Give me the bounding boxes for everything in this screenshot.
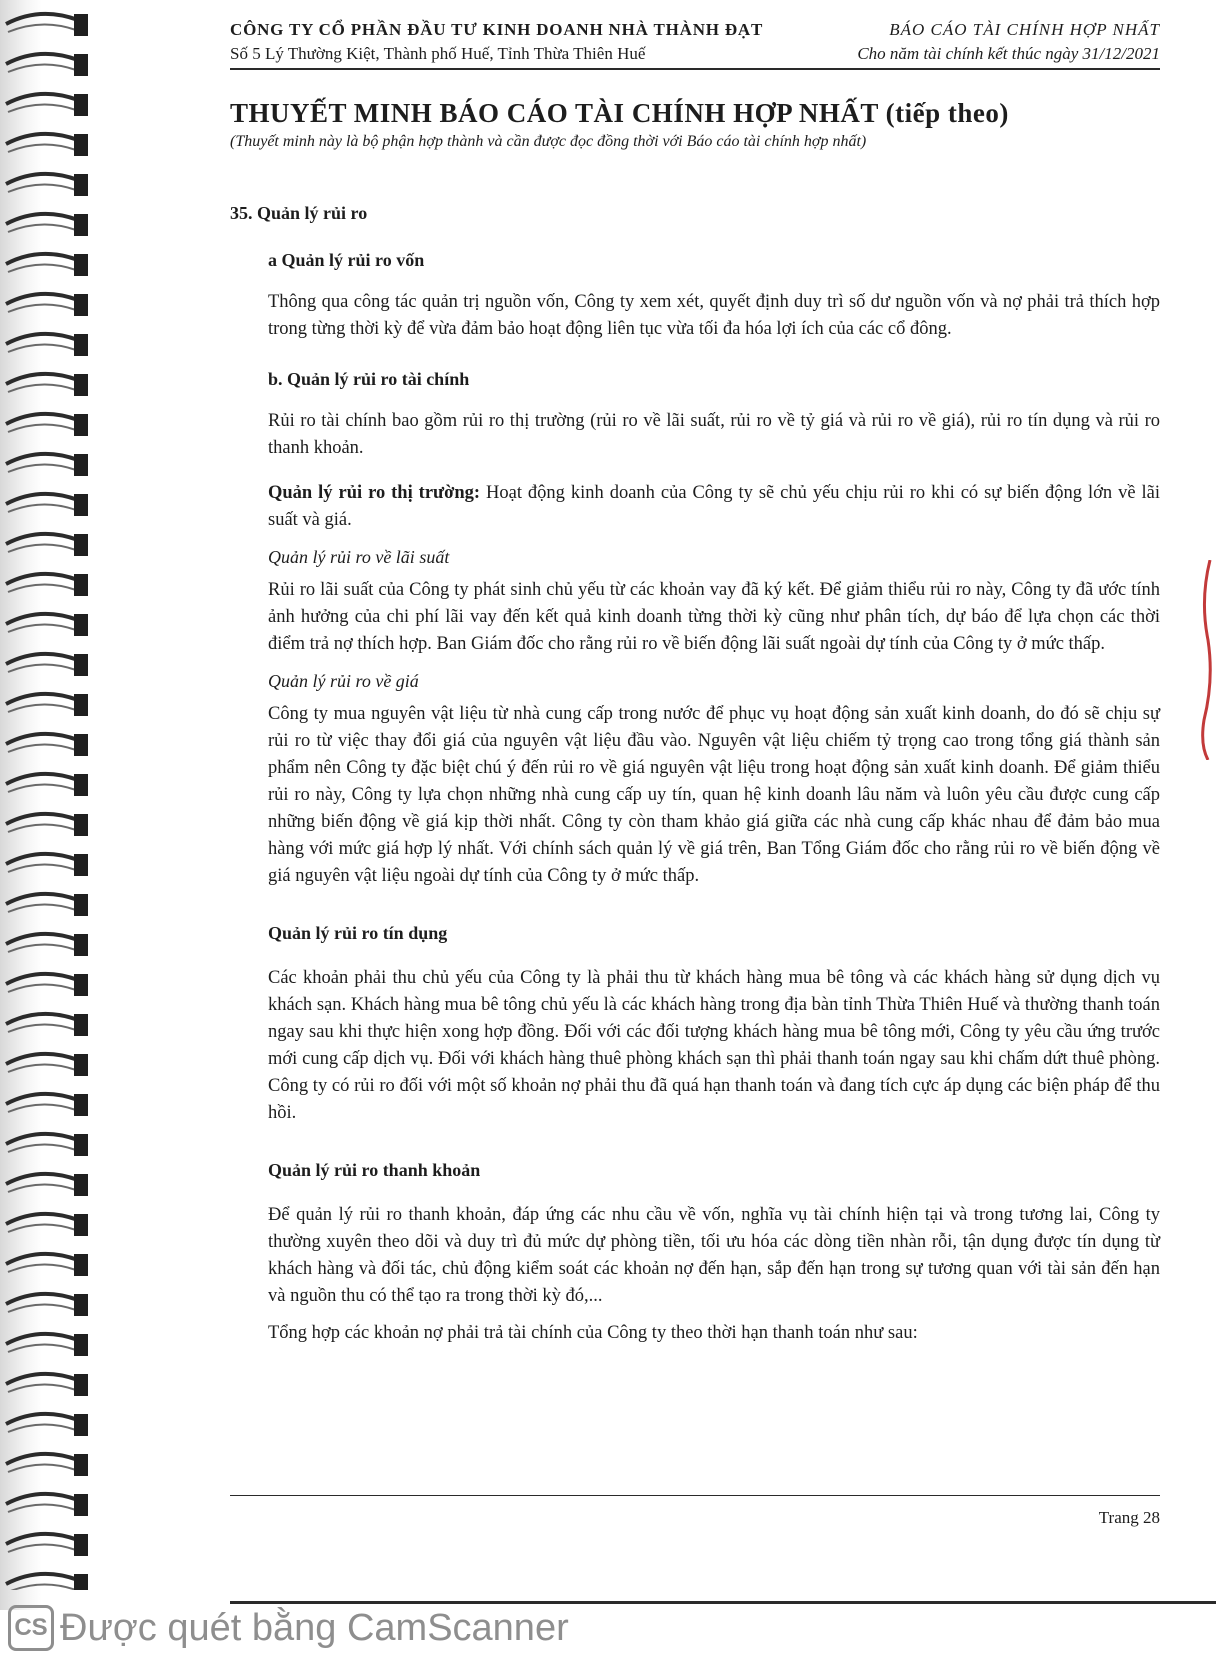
market-risk-paragraph	[268, 480, 1160, 534]
binding-coil	[6, 574, 88, 596]
binding-coil	[6, 374, 88, 396]
binding-coil	[6, 1294, 88, 1316]
financial-risk-paragraph: Rủi ro tài chính bao gồm rủi ro thị trường (rủi ro về lãi suất, rủi ro về tỷ giá và rủi ro về giá), rủi ro tín dụng và rủi ro thanh khoản.	[268, 411, 1160, 458]
binding-coil	[6, 1574, 88, 1590]
page-header	[230, 20, 1160, 64]
binding-coil	[6, 1174, 88, 1196]
price-risk-paragraph: Công ty mua nguyên vật liệu từ nhà cung cấp trong nước để phục vụ hoạt động sản xuất kinh doanh, do đó sẽ chịu sự rủi ro từ việc thay đổi giá của nguyên vật liệu đầu vào. Nguyên vật liệu chiếm tỷ trọng cao trong tổng giá thành sản phẩm nên Công ty đặc biệt chú ý đến rủi ro về giá nguyên vật liệu trong hoạt động sản xuất kinh doanh. Để giảm thiểu rủi ro này, Công ty lựa chọn những nhà cung cấp uy tín, quan hệ kinh doanh lâu năm và luôn yêu cầu được cung cấp những biến động về giá kịp thời nhất. Công ty còn tham khảo giá giữa các nhà cung cấp khác nhau để đảm bảo mua hàng với mức giá hợp lý nhất. Với chính sách quản lý về giá trên, Ban Tổng Giám đốc cho rằng rủi ro về biến động về giá nguyên vật liệu ngoài dự tính của Công ty ở mức thấp.	[268, 704, 1160, 886]
binding-coil	[6, 94, 88, 116]
subsection-b-heading: b. Quản lý rủi ro tài chính	[268, 369, 470, 389]
binding-coil	[6, 814, 88, 836]
header-right	[857, 20, 1160, 64]
report-name: BÁO CÁO TÀI CHÍNH HỢP NHẤT	[889, 20, 1160, 39]
binding-coil	[6, 134, 88, 156]
binding-coil	[6, 1374, 88, 1396]
page-title: THUYẾT MINH BÁO CÁO TÀI CHÍNH HỢP NHẤT (tiếp theo)	[230, 98, 1009, 128]
red-stamp-mark	[1196, 560, 1216, 760]
binding-coil	[6, 174, 88, 196]
binding-coil	[6, 334, 88, 356]
page-number: Trang 28	[1098, 1508, 1160, 1527]
liquidity-summary: Tổng hợp các khoản nợ phải trả tài chính của Công ty theo thời hạn thanh toán như sau:	[268, 1323, 918, 1343]
binding-coil	[6, 1414, 88, 1436]
camscanner-watermark	[8, 1605, 569, 1651]
binding-coil	[6, 454, 88, 476]
market-risk-lead: Quản lý rủi ro thị trường:	[268, 483, 481, 503]
binding-coil	[6, 1094, 88, 1116]
binding-coil	[6, 1454, 88, 1476]
camscanner-logo: CS	[8, 1605, 54, 1651]
binding-coil	[6, 694, 88, 716]
binding-coil	[6, 1134, 88, 1156]
footer-divider	[230, 1495, 1160, 1496]
binding-coil	[6, 214, 88, 236]
camscanner-text: Được quét bằng CamScanner	[60, 1606, 569, 1649]
binding-coil	[6, 254, 88, 276]
binding-coil	[6, 734, 88, 756]
liquidity-risk-heading: Quản lý rủi ro thanh khoản	[268, 1160, 481, 1180]
credit-risk-heading: Quản lý rủi ro tín dụng	[268, 923, 448, 943]
binding-coil	[6, 1054, 88, 1076]
binding-coil	[6, 1334, 88, 1356]
report-period: Cho năm tài chính kết thúc ngày 31/12/2021	[857, 44, 1160, 63]
price-risk-heading: Quản lý rủi ro về giá	[268, 671, 419, 691]
binding-coil	[6, 1494, 88, 1516]
section-heading: 35. Quản lý rủi ro	[230, 203, 368, 223]
document-page	[230, 20, 1160, 1347]
company-address: Số 5 Lý Thường Kiệt, Thành phố Huế, Tỉnh Thừa Thiên Huế	[230, 44, 646, 63]
liquidity-risk-paragraph: Để quản lý rủi ro thanh khoản, đáp ứng các nhu cầu về vốn, nghĩa vụ tài chính hiện tại và trong tương lai, Công ty thường xuyên theo dõi và duy trì đủ mức dự phòng tiền, tối ưu hóa các dòng tiền nhàn rỗi, tận dụng được tín dụng từ khách hàng và đối tác, chủ động kiểm soát các khoản nợ đến hạn, sắp đến hạn trong sự tương quan với tài sản đến hạn và nguồn thu có thể tạo ra trong thời kỳ đó,...	[268, 1205, 1160, 1306]
binding-coil	[6, 894, 88, 916]
binding-coil	[6, 934, 88, 956]
binding-coil	[6, 654, 88, 676]
spiral-binding	[0, 0, 110, 1590]
binding-coil	[6, 974, 88, 996]
credit-risk-paragraph: Các khoản phải thu chủ yếu của Công ty là phải thu từ khách hàng mua bê tông và các khách hàng sử dụng dịch vụ khách sạn. Khách hàng mua bê tông chủ yếu là các khách hàng trong địa bàn tỉnh Thừa Thiên Huế và thường thanh toán ngay sau khi thực hiện xong hợp đồng. Đối với các đối tượng khách hàng mua bê tông mới, Công ty yêu cầu ứng trước mới cung cấp dịch vụ. Đối với khách hàng thuê phòng khách sạn thì phải thanh toán ngay sau khi chấm dứt thuê phòng. Công ty có rủi ro đối với một số khoản nợ phải thu đã quá hạn thanh toán và đang tích cực áp dụng các biện pháp để thu hồi.	[268, 968, 1160, 1123]
binding-coil	[6, 1014, 88, 1036]
binding-coil	[6, 854, 88, 876]
interest-risk-paragraph: Rủi ro lãi suất của Công ty phát sinh chủ yếu từ các khoản vay đã ký kết. Để giảm thiểu rủi ro này, Công ty đã ước tính ảnh hưởng của chi phí lãi vay đến kết quả kinh doanh từng thời kỳ cũng như phân tích, dự báo để lựa chọn các thời điểm trả nợ thích hợp. Ban Giám đốc cho rằng rủi ro về biến động lãi suất ngoài dự tính của Công ty ở mức thấp.	[268, 580, 1160, 654]
subsection-a-heading: a Quản lý rủi ro vốn	[268, 250, 425, 270]
binding-coil	[6, 774, 88, 796]
market-risk-text: Hoạt động kinh doanh của Công ty sẽ chủ yếu chịu rủi ro khi có sự biến động lớn về lãi suất và giá.	[268, 483, 1160, 530]
binding-coil	[6, 54, 88, 76]
binding-coil	[6, 614, 88, 636]
binding-coil	[6, 494, 88, 516]
page-subtitle: (Thuyết minh này là bộ phận hợp thành và cần được đọc đồng thời với Báo cáo tài chính hợp nhất)	[230, 133, 867, 150]
interest-risk-heading: Quản lý rủi ro về lãi suất	[268, 547, 450, 567]
page-bottom-edge	[230, 1601, 1216, 1604]
header-divider	[230, 68, 1160, 70]
binding-coil	[6, 534, 88, 556]
binding-coil	[6, 294, 88, 316]
binding-coil	[6, 1214, 88, 1236]
binding-coil	[6, 14, 88, 36]
binding-coil	[6, 414, 88, 436]
binding-coil	[6, 1254, 88, 1276]
capital-risk-paragraph: Thông qua công tác quản trị nguồn vốn, Công ty xem xét, quyết định duy trì số dư nguồn vốn và nợ phải trả thích hợp trong từng thời kỳ để vừa đảm bảo hoạt động liên tục vừa tối đa hóa lợi ích của các cổ đông.	[268, 292, 1160, 339]
company-name: CÔNG TY CỔ PHẦN ĐẦU TƯ KINH DOANH NHÀ THÀNH ĐẠT	[230, 20, 764, 39]
header-left	[230, 20, 763, 64]
binding-coil	[6, 1534, 88, 1556]
